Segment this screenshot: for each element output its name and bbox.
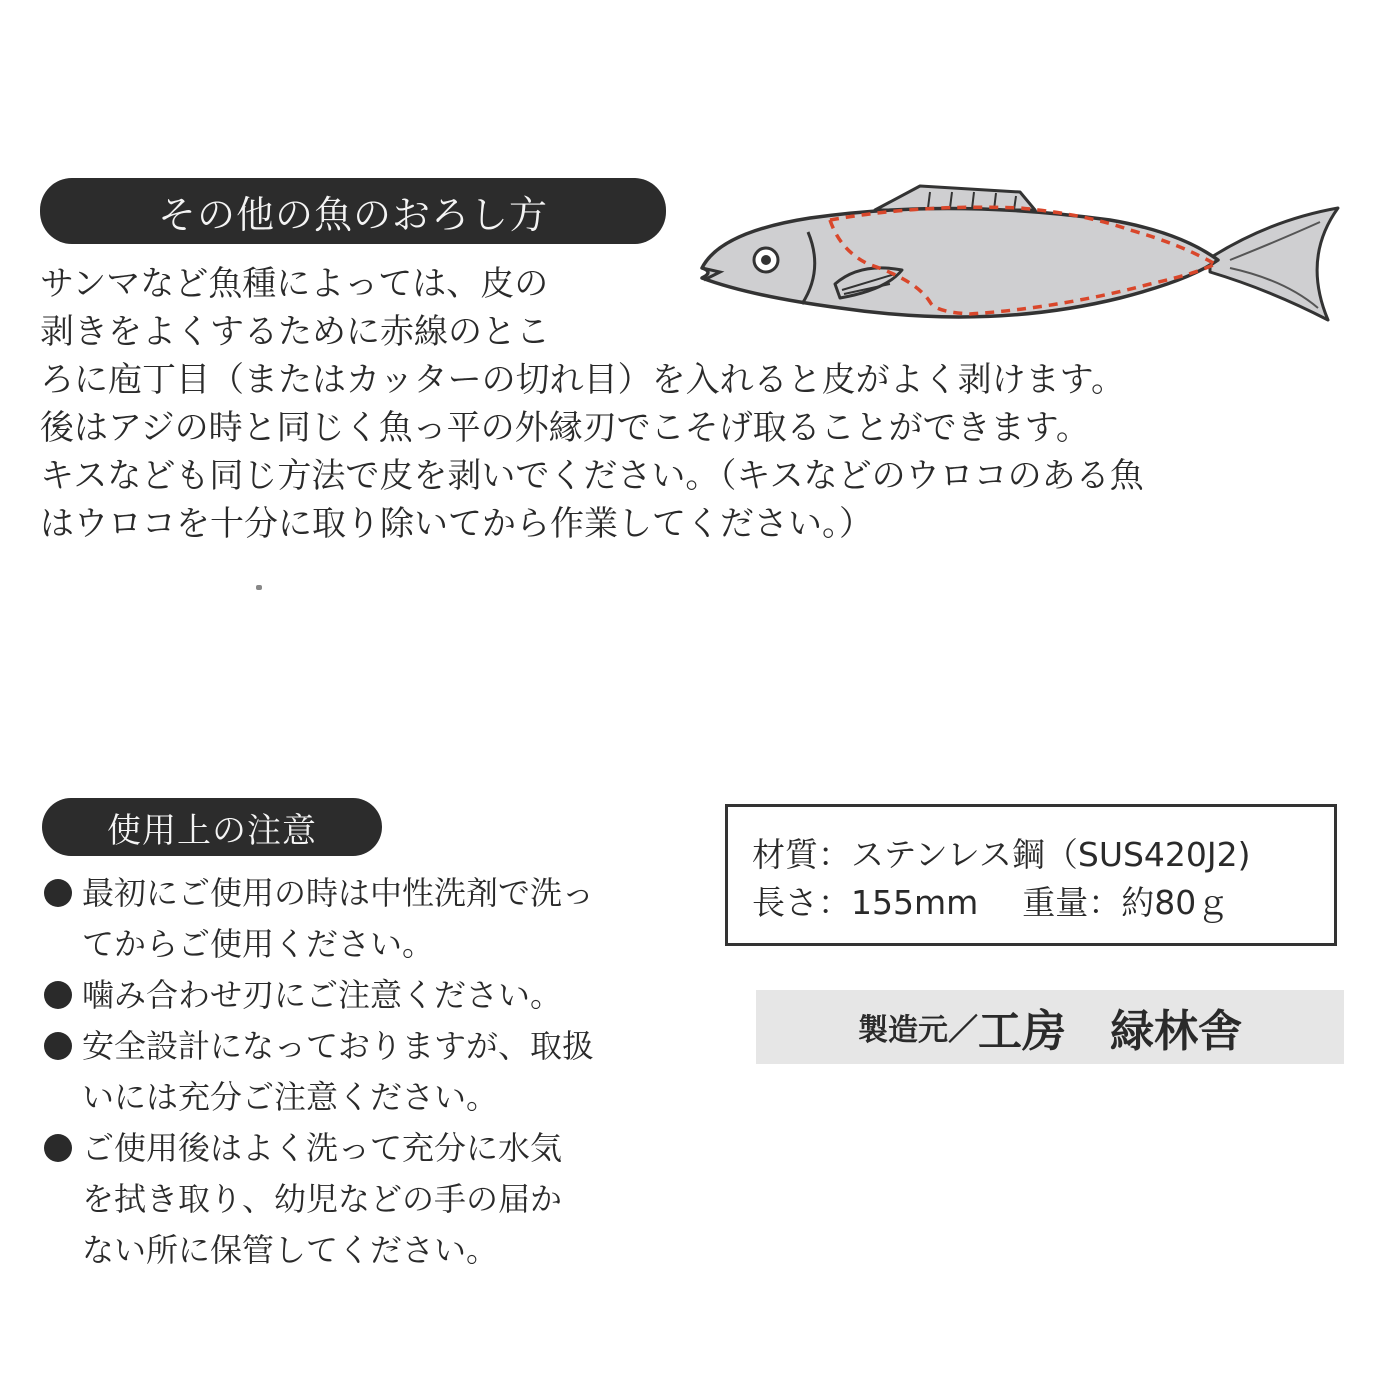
print-speck [256,585,262,590]
section-heading-filleting: その他の魚のおろし方 [40,178,666,244]
paragraph-line-3: ろに庖丁目（またはカッターの切れ目）を入れると皮がよく剥けます。 [40,360,1125,400]
spec-size-weight [752,879,1334,927]
list-item [44,1021,694,1123]
fish-icon [690,180,1340,340]
bullet-icon [44,970,82,1021]
manufacturer-prefix: 製造元／ [858,1013,978,1048]
list-item-text: 噛み合わせ刃にご注意ください。 [82,976,563,1014]
spec-box [725,804,1337,946]
list-item-text: ご使用後はよく洗って充分に水気 を拭き取り、幼児などの手の届か ない所に保管してください。 [82,1129,563,1269]
fish-body [702,208,1218,316]
fish-tail [1210,208,1338,320]
spec-length: 長さ：155mm [752,883,979,922]
bullet-icon [44,1123,82,1276]
bullet-icon [44,868,82,970]
manufacturer-label [756,990,1344,1064]
section-heading-precautions: 使用上の注意 [42,798,382,856]
list-item-text: 最初にご使用の時は中性洗剤で洗っ てからご使用ください。 [82,874,595,963]
paragraph-line-4: 後はアジの時と同じく魚っ平の外縁刃でこそげ取ることができます。 [40,408,1090,448]
list-item [44,970,694,1021]
list-item [44,1123,694,1276]
paragraph-line-6: はウロコを十分に取り除いてから作業してください。） [40,504,873,544]
spec-material: 材質：ステンレス鋼（SUS420J2) [752,835,1251,874]
list-item [44,868,694,970]
paragraph-line-5: キスなども同じ方法で皮を剥いでください。（キスなどのウロコのある魚 [40,456,1144,496]
paragraph-line-1: サンマなど魚種によっては、皮の [40,264,549,304]
manufacturer-name: 工房 緑林舎 [978,1006,1242,1057]
paragraph-line-2: 剥きをよくするために赤線のとこ [40,312,550,352]
precautions-list [44,868,694,1276]
list-item-text: 安全設計になっておりますが、取扱 いには充分ご注意ください。 [82,1027,595,1116]
spec-weight: 重量：約80ｇ [1022,883,1230,922]
bullet-icon [44,1021,82,1123]
